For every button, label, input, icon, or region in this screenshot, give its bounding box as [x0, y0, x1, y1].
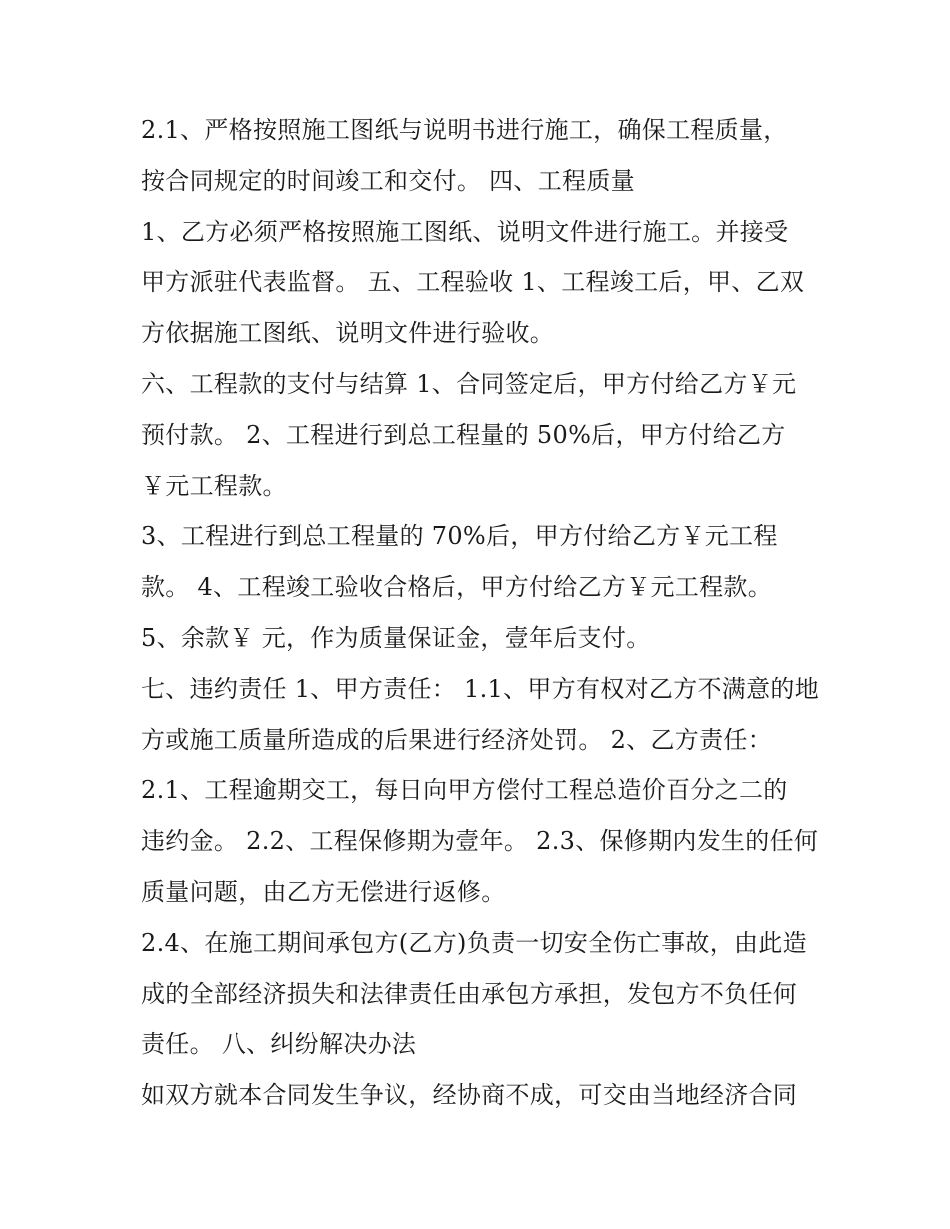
text-line: ￥元工程款。 [141, 471, 287, 500]
text-line: 3、工程进行到总工程量的 70%后，甲方付给乙方￥元工程 [141, 522, 778, 551]
text-line: 1、乙方必须严格按照施工图纸、说明文件进行施工。并接受 [141, 217, 789, 246]
document-body [141, 105, 821, 1121]
text-line: 预付款。 2、工程进行到总工程量的 50%后，甲方付给乙方 [141, 420, 786, 449]
text-line: 甲方派驻代表监督。 五、工程验收 1、工程竣工后，甲、乙双 [141, 268, 805, 297]
text-line: 七、违约责任 1、甲方责任： 1.1、甲方有权对乙方不满意的地 [141, 674, 819, 703]
text-line: 按合同规定的时间竣工和交付。 四、工程质量 [141, 166, 635, 195]
text-line: 违约金。 2.2、工程保修期为壹年。 2.3、保修期内发生的任何 [141, 827, 819, 856]
text-line: 责任。 八、纠纷解决办法 [141, 1030, 417, 1059]
text-line: 方依据施工图纸、说明文件进行验收。 [141, 319, 555, 348]
text-line: 2.4、在施工期间承包方(乙方)负责一切安全伤亡事故，由此造 [141, 928, 807, 957]
text-line: 5、余款￥ 元，作为质量保证金，壹年后支付。 [141, 623, 651, 652]
text-line: 质量问题，由乙方无偿进行返修。 [141, 877, 506, 906]
text-line: 如双方就本合同发生争议，经协商不成，可交由当地经济合同 [141, 1081, 798, 1110]
text-line: 六、工程款的支付与结算 1、合同签定后，甲方付给乙方￥元 [141, 369, 797, 398]
text-line: 成的全部经济损失和法律责任由承包方承担，发包方不负任何 [141, 979, 798, 1008]
text-line: 2.1、工程逾期交工，每日向甲方偿付工程总造价百分之二的 [141, 776, 788, 805]
text-line: 方或施工质量所造成的后果进行经济处罚。 2、乙方责任： [141, 725, 772, 754]
text-line: 款。 4、工程竣工验收合格后，甲方付给乙方￥元工程款。 [141, 573, 772, 602]
text-line: 2.1、严格按照施工图纸与说明书进行施工，确保工程质量， [141, 116, 788, 144]
